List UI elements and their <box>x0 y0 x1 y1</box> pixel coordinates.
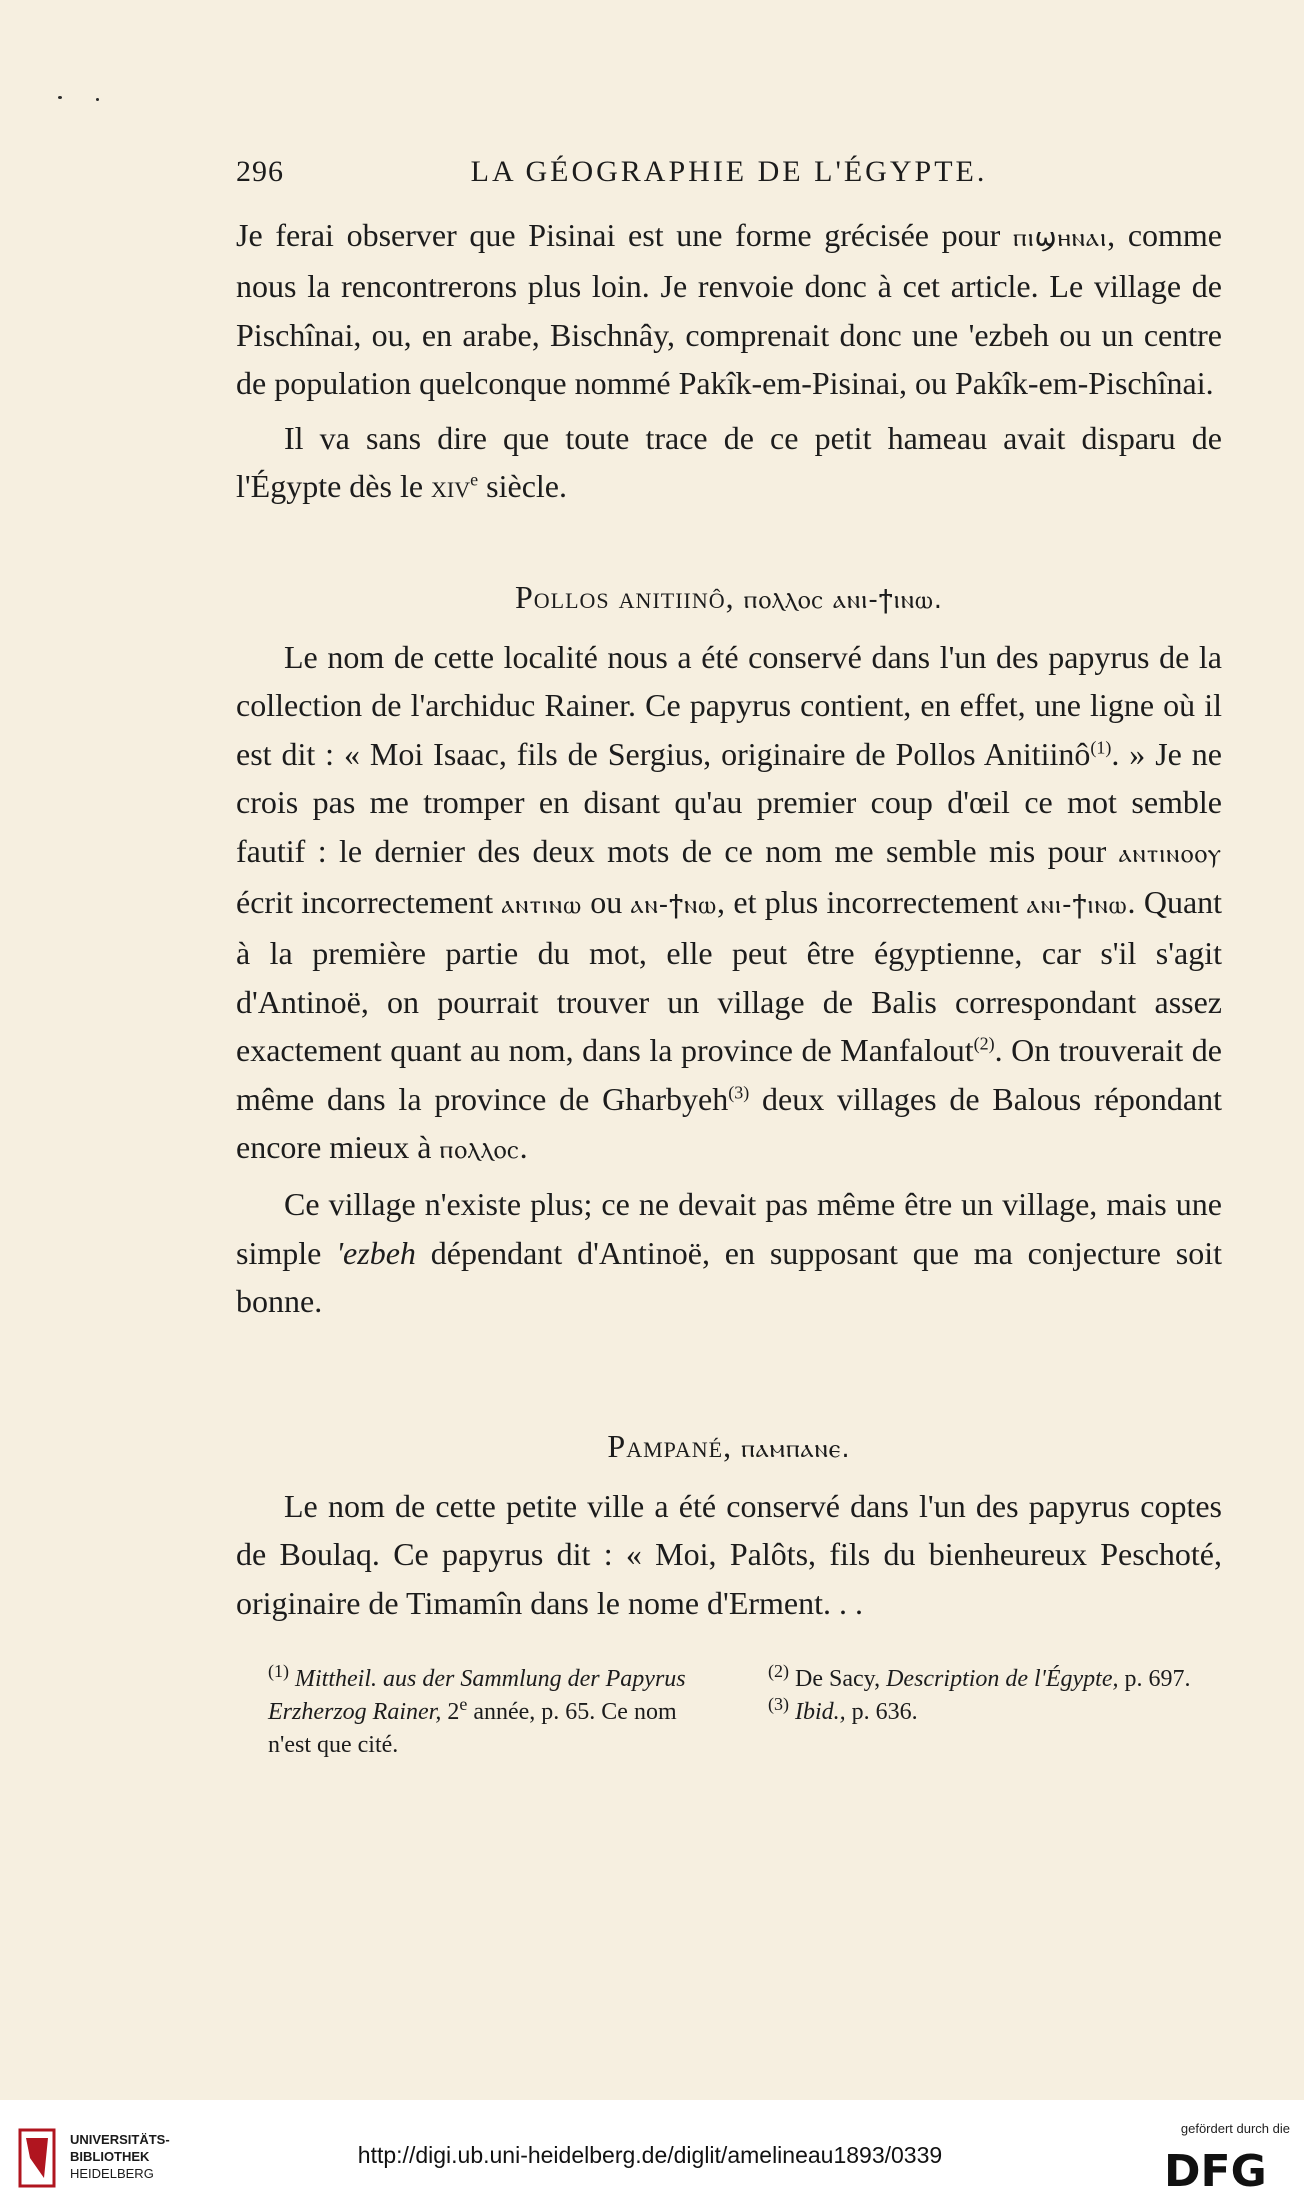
scan-speck <box>58 96 62 99</box>
section-pampane <box>236 1482 1222 1627</box>
footnote-ref[interactable]: (3) <box>728 1082 750 1102</box>
funding-note: gefördert durch die <box>1180 2121 1290 2136</box>
paragraph: Le nom de cette petite ville a été conservé dans l'un des papyrus coptes de Boulaq. Ce papyrus dit : « Moi, Palôts, fils du bienheureux Peschoté, originaire de Timamîn dans le nome d'Erment. . . <box>236 1488 1222 1621</box>
footnote-2: $^{(2)}$ De Sacy, Description de l'Égypte, p. 697. <box>768 1661 1191 1692</box>
section-heading-pollos: Pollos anitiinô, ⲡⲟⲗⲗⲟⲥ ⲁⲛⲓ-ϯⲓⲛⲱ. <box>514 579 944 615</box>
coptic-word: ⲁⲛⲧⲓⲛⲟⲟⲩ <box>1118 838 1222 869</box>
footnotes-left <box>268 1663 708 1762</box>
running-head <box>236 155 1222 199</box>
coptic-word: ⲁⲛⲓ-ϯⲓⲛⲱ <box>1026 890 1128 921</box>
page-number: 296 <box>236 155 284 188</box>
footnote-ref[interactable]: (1) <box>1090 737 1112 758</box>
coptic-heading: ⲡⲁⲙⲡⲁⲛⲉ. <box>741 1434 851 1464</box>
paragraph: Ce village n'existe plus; ce ne devait pas même être un village, mais une simple 'ezbeh dépendant d'Antinoë, en supposant que ma conjecture soit bonne. <box>236 1186 1223 1320</box>
university-library-name: UNIVERSITÄTS- BIBLIOTHEK HEIDELBERG <box>70 2132 170 2181</box>
paragraph: Le nom de cette localité nous a été conservé dans l'un des papyrus de la collection de l'archiduc Rainer. Ce papyrus contient, en effet, une ligne où il est dit : « Moi Isaac, fils de Sergius, originaire de Pollos Anitiinô$^{(1)}$. » Je ne crois pas me tromper en disant qu'au premier coup d'œil ce mot semble fautif : le dernier des deux mots de ce nom me semble mis pour ⲁⲛⲧⲓⲛⲟⲟⲩ écrit incorrectement ⲁⲛⲧⲓⲛⲱ ou ⲁⲛ-ϯⲛⲱ, et plus incorrectement ⲁⲛⲓ-ϯⲓⲛⲱ. Quant à la première partie du mot, elle peut être égyptienne, car s'il s'agit d'Antinoë, on pourrait trouver un village de Balis correspondant assez exactement quant au nom, dans la province de Manfalout$^{(2)}$. On trouverait de même dans la province de Gharbyeh$^{(3)}$ deux villages de Balous répondant encore mieux à ⲡⲟⲗⲗⲟⲥ. <box>236 639 1223 1166</box>
coptic-word: ⲡⲟⲗⲗⲟⲥ <box>439 1135 520 1166</box>
paragraph: Je ferai observer que Pisinai est une forme grécisée pour ⲡⲓϣⲏⲛⲁⲓ, comme nous la rencontrerons plus loin. Je renvoie donc à cet article. Le village de Pischînai, ou, en arabe, Bischnây, comprenait donc une 'ezbeh ou un centre de population quelconque nommé Pakîk-em-Pisinai, ou Pakîk-em-Pischînai. <box>236 217 1223 402</box>
coptic-word: ⲁⲛ-ϯⲛⲱ <box>630 890 718 921</box>
section-pollos <box>236 633 1222 1326</box>
running-title: LA GÉOGRAPHIE DE L'ÉGYPTE. <box>470 155 988 188</box>
paragraph: Il va sans dire que toute trace de ce petit hameau avait disparu de l'Égypte dès le xiv$^e$ siècle. <box>236 419 1222 505</box>
scan-speck <box>96 98 99 101</box>
coptic-word: ⲁⲛⲧⲓⲛⲱ <box>501 890 582 921</box>
footnote-3: $^{(3)}$ Ibid., p. 636. <box>768 1694 918 1725</box>
coptic-heading: ⲡⲟⲗⲗⲟⲥ ⲁⲛⲓ-ϯⲓⲛⲱ. <box>743 585 944 615</box>
coptic-word: ⲡⲓϣⲏⲛⲁⲓ <box>1012 223 1108 253</box>
section-pisinai <box>236 211 1222 510</box>
permalink-url[interactable]: http://digi.ub.uni-heidelberg.de/diglit/amelineau1893/0339 <box>357 2142 943 2168</box>
dfg-logo <box>1160 2142 1290 2194</box>
footnotes-right <box>768 1663 1220 1729</box>
section-heading-pampane: Pampané, ⲡⲁⲙⲡⲁⲛⲉ. <box>607 1428 851 1464</box>
footnote-ref[interactable]: (2) <box>973 1033 995 1054</box>
footnote-1: $^{(1)}$ Mittheil. aus der Sammlung der Papyrus Erzherzog Rainer, 2e année, p. 65. Ce nom n'est que cité. <box>268 1661 686 1758</box>
university-library-logo <box>14 2128 60 2188</box>
svg-text:DFG: DFG <box>1164 2146 1267 2194</box>
